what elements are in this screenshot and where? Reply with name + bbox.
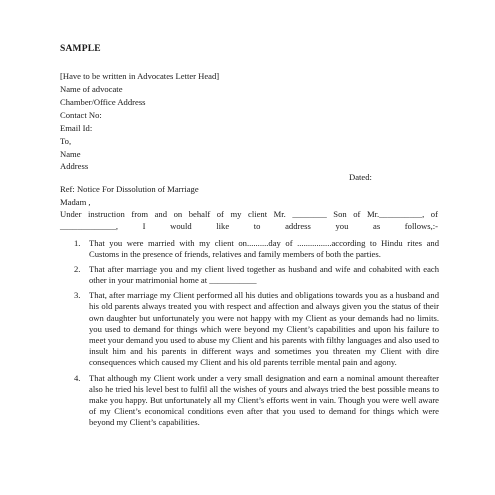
intro-line-1 [60,209,438,221]
intro-word: to [253,220,261,231]
intro-word: _____________, [60,220,119,231]
list-item-number: 1. [74,238,81,248]
letterhead-note: [Have to be written in Advocates Letter Head] [60,71,220,81]
intro-word: you [335,220,349,231]
list-item [74,238,439,260]
intro-word: follows,:- [404,220,438,231]
intro-word: of [353,209,361,219]
dated-line: Dated: [349,172,372,182]
list-item [74,290,439,368]
chamber-address-line: Chamber/Office Address [60,97,146,107]
intro-word: Mr.__________, [366,209,425,219]
intro-word: I [142,220,146,231]
advocate-name-line: Name of advocate [60,84,123,94]
intro-word: on [173,209,183,219]
list-item [74,373,439,428]
intro-word: ________ [292,209,327,219]
intro-word: instruction [88,209,125,219]
recipient-address-line: Address [60,161,89,171]
intro-word: as [373,220,381,231]
email-id-line: Email Id: [60,123,93,133]
contact-no-line: Contact No: [60,110,102,120]
list-item-text: That, after marriage my Client performed all his duties and obligations towards you as a husband and his old parents always treated you with respect and affection and always given you the status of their own daughter but unfortunately you were not happy with my Client as your demands had no limits. you used to demand for things which were beyond my Client’s capabilities and upon his failure to meet your demand you used to abuse my Client and his parents with filthy languages and also used to insult him and his parents in different ways and sometimes you threaten my Client with dire consequences which caused my Client and his old parents terrible mental pain and agony. [89,290,439,367]
list-item-text: That you were married with my client on..........day of ................according to Hindu rites and Customs in the presence of friends, relatives and family members of both the parties. [89,238,439,260]
intro-word: Under [60,209,82,219]
reference-line: Ref: Notice For Dissolution of Marriage [60,184,199,194]
list-item [74,264,439,286]
document-title: SAMPLE [60,44,101,54]
intro-line-2 [60,221,438,233]
intro-word: address [285,220,311,231]
intro-word: Son [333,209,347,219]
list-item-text: That after marriage you and my client lived together as husband and wife and cohabited with each other in your matrimonial home at ___________ [89,264,439,286]
intro-word: client [248,209,268,219]
intro-word: of [430,209,438,219]
list-item-text: That although my Client work under a very small designation and earn a nominal amount thereafter also he tried his level best to fulfil all the wishes of yours and always tried the best possible means to make you happy. But unfortunately all my Client’s efforts went in vain. Though you were well aware of my Client’s economical conditions even after that you used to demand for things which were beyond my Client’s capabilities. [89,373,439,428]
intro-word: would [170,220,192,231]
intro-word: and [154,209,168,219]
intro-word: from [131,209,149,219]
list-item-number: 2. [74,264,81,275]
list-item-number: 4. [74,373,81,384]
intro-word: of [216,209,224,219]
intro-word: like [216,220,230,231]
salutation: Madam , [60,197,91,207]
intro-word: behalf [188,209,211,219]
numbered-points-list [74,238,439,429]
list-item-number: 3. [74,290,81,301]
intro-word: Mr. [273,209,286,219]
recipient-name-line: Name [60,149,81,159]
intro-paragraph [60,209,438,232]
to-line: To, [60,136,72,146]
intro-word: my [230,209,242,219]
